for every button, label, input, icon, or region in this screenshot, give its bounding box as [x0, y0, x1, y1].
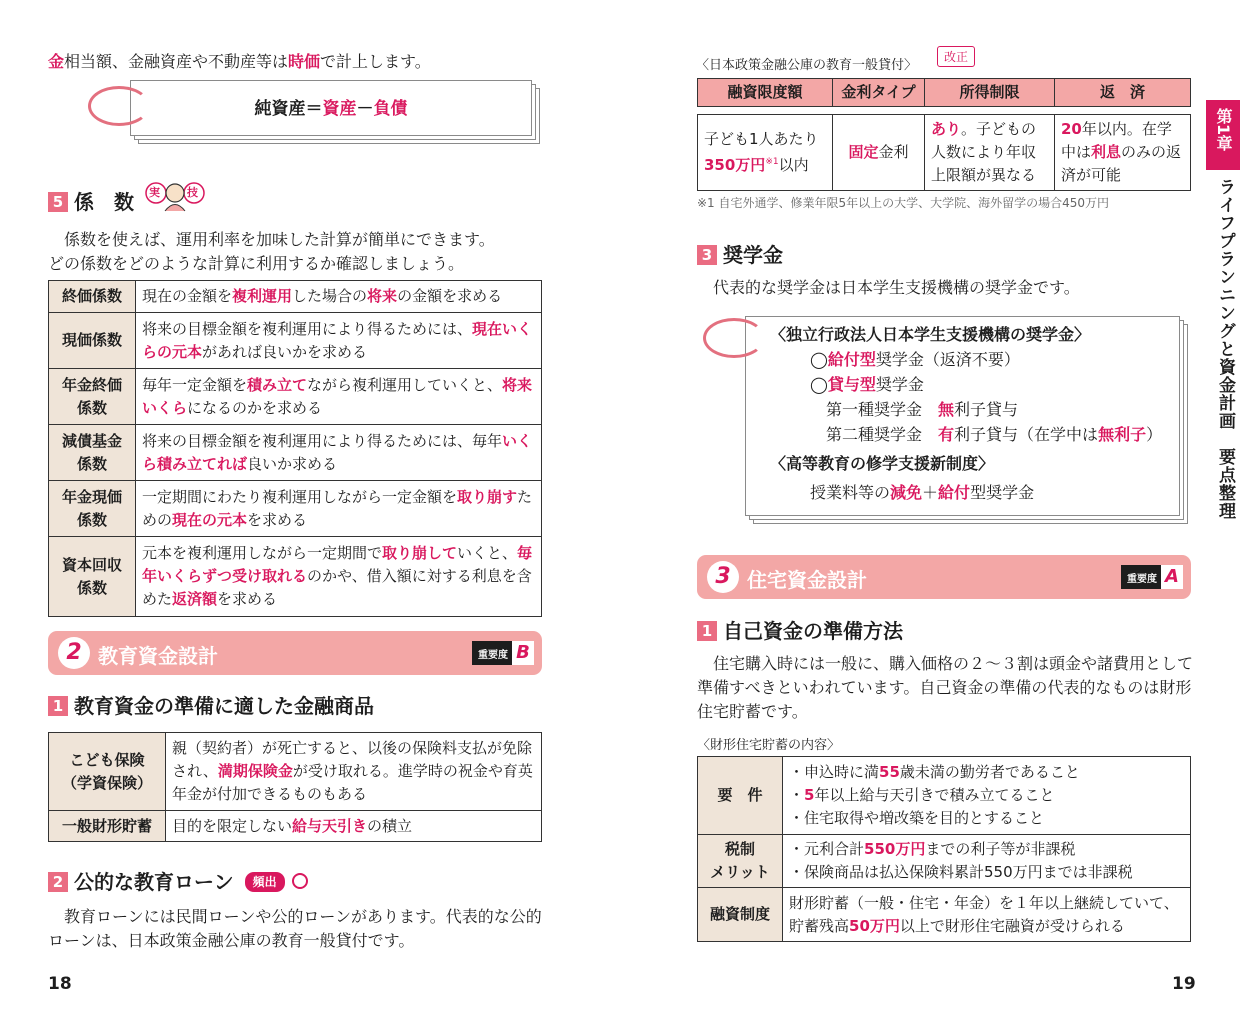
subsection-title: 1 教育資金の準備に適した金融商品 [48, 690, 374, 719]
zaikei-table [697, 756, 1191, 942]
table-row: 子ども1人あたり 350万円$^{※1}$以内 固定金利 あり。子どもの人数により年収上限額が異なる 20年以内。在学中は利息のみの返済が可能 [698, 115, 1191, 191]
intro-text: 金相当額、金融資産や不動産等は時価で計上します。 [48, 52, 431, 71]
frequent-tag: 頻出 [245, 872, 285, 892]
chapter-tab[interactable]: 第1章 [1206, 100, 1240, 170]
loan-caption: 〈日本政策金融公庫の教育一般貸付〉 [696, 58, 918, 73]
importance-badge: 重要度 B [472, 641, 534, 665]
page-number: 19 [1172, 974, 1196, 994]
scholarship-content: 〈独立行政法人日本学生支援機構の奨学金〉 ◯給付型奨学金（返済不要） ◯貸与型奨学金 第一種奨学金 無利子貸与 第二種奨学金 有利子貸与（在学中は無利子） 〈高等教育の修学支援新制度〉 授業料等の減免＋給付型奨学金 [770, 325, 1163, 502]
scholarship-para: 代表的な奨学金は日本学生支援機構の奨学金です。 [713, 278, 1080, 297]
subsection-title: 1 自己資金の準備方法 [697, 615, 903, 644]
kaisei-badge: 改正 [937, 46, 975, 67]
housing-para: 住宅購入時には一般に、購入価格の２～３割は頭金や諸費用として準備すべきといわれています。自己資金の準備の代表的なものは財形住宅貯蓄です。 [697, 654, 1194, 721]
table-row: 一般財形貯蓄 目的を限定しない給与天引きの積立 [49, 811, 542, 842]
coef-para: 係数を使えば、運用利率を加味した計算が簡単にできます。 どの係数をどのような計算に利用するか確認しましょう。 [48, 230, 495, 273]
table-row: 年金現価 係数 一定期間にわたり複利運用しながら一定金額を取り崩すための現在の元本を求める [49, 481, 542, 537]
education-products-table [48, 732, 542, 842]
table-row: 終価係数 現在の金額を複利運用した場合の将来の金額を求める [49, 281, 542, 313]
formula: 純資産＝資産－負債 [254, 99, 408, 119]
subsection-title: 2 公的な教育ローン 頻出 [48, 866, 308, 895]
coef-table [48, 280, 542, 617]
table-row: 融資制度 財形貯蓄（一般・住宅・年金）を１年以上継続していて、貯蓄残高50万円以上で財形住宅融資が受けられる [698, 888, 1191, 942]
chapter-title: ライフプランニングと資金計画 要点整理 [1215, 178, 1235, 520]
table-row: 資本回収 係数 元本を複利運用しながら一定期間で取り崩していくと、毎年いくらずつ受け取れるのかや、借入額に対する利息を含めた返済額を求める [49, 537, 542, 617]
loan-footnote: ※1 自宅外通学、修業年限5年以上の大学、大学院、海外留学の場合450万円 [697, 196, 1110, 210]
section-banner-education: 2 教育資金設計 重要度 B [48, 631, 542, 675]
subsection-title: 3 奨学金 [697, 239, 783, 268]
importance-badge: 重要度 A [1121, 565, 1183, 589]
edu-loan-para: 教育ローンには民間ローンや公的ローンがあります。代表的な公的ローンは、日本政策金融公庫の教育一般貸付です。 [48, 907, 542, 950]
table-row: 年金終価 係数 毎年一定金額を積み立てながら複利運用していくと、将来いくらになるのかを求める [49, 369, 542, 425]
table-row: 税制 メリット ・元利合計550万円までの利子等が非課税 ・保険商品は払込保険料累計550万円までは非課税 [698, 835, 1191, 888]
page-number: 18 [48, 974, 72, 994]
badge-gi: 技 [187, 186, 198, 199]
table-row: こども保険 （学資保険） 親（契約者）が死亡すると、以後の保険料支払が免除され、満期保険金が受け取れる。進学時の祝金や育英年金が付加できるものもある [49, 733, 542, 811]
coef-heading: 5 係 数 [48, 186, 134, 215]
table-header: 融資限度額 金利タイプ 所得制限 返 済 [698, 79, 1191, 107]
table-row: 現価係数 将来の目標金額を複利運用により得るためには、現在いくらの元本があれば良いかを求める [49, 313, 542, 369]
ring-icon [703, 318, 765, 358]
badge-jitsu: 実 [149, 186, 160, 199]
table-row: 減債基金 係数 将来の目標金額を複利運用により得るためには、毎年いくら積み立てれば良いか求める [49, 425, 542, 481]
target-icon [292, 873, 308, 889]
section-banner-housing: 3 住宅資金設計 重要度 A [697, 555, 1191, 599]
loan-table [697, 78, 1191, 191]
zaikei-caption: 〈財形住宅貯蓄の内容〉 [697, 738, 841, 753]
table-row: 要 件 ・申込時に満55歳未満の勤労者であること ・5年以上給与天引きで積み立てること ・住宅取得や増改築を目的とすること [698, 757, 1191, 835]
